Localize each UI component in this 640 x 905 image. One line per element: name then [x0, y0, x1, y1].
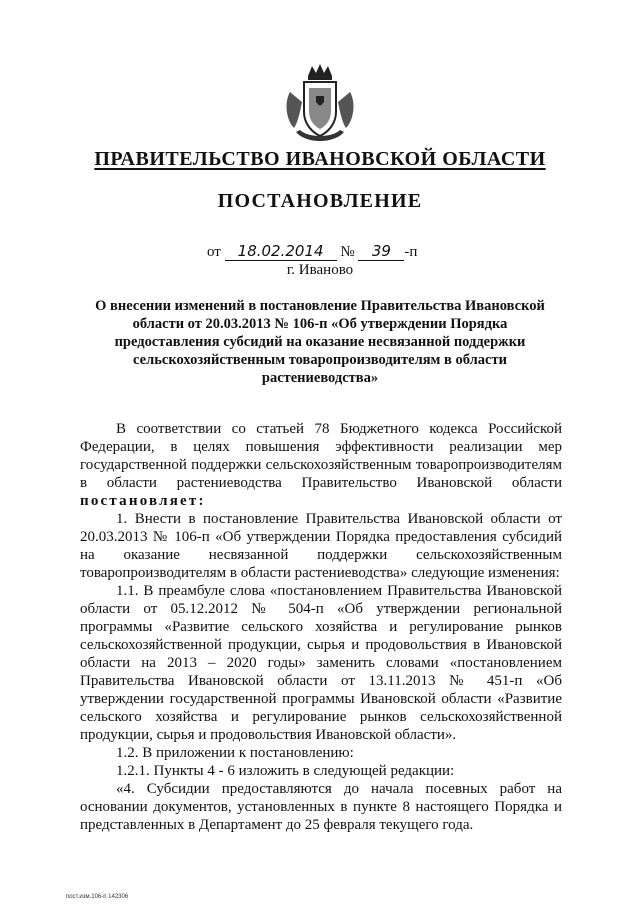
registration-line: [207, 242, 417, 261]
organization-title: [0, 148, 640, 171]
intro-text: В соответствии со статьей 78 Бюджетного кодекса Российской Федерации, в целях повышения эффективности реализации мер государственной поддержки сельскохозяйственным товаропроизводителям в области растениеводства Правительство Ивановской области: [80, 421, 562, 491]
number-label: №: [340, 244, 355, 260]
paragraph-1: 1. Внести в постановление Правительства Ивановской области от 20.03.2013 № 106-п «Об утверждении Порядка предоставления субсидий на оказание несвязанной поддержки сельскохозяйственным товаропроизводителям в области растениеводства» следующие изменения:: [80, 511, 562, 581]
from-label: от: [207, 244, 221, 260]
paragraph-1-2: 1.2. В приложении к постановлению:: [116, 745, 354, 761]
document-number: 39: [358, 242, 404, 261]
paragraph-1-1: 1.1. В преамбуле слова «постановлением Правительства Ивановской области от 05.12.2012 № 504-п «Об утверждении региональной программы «Развитие сельского хозяйства и регулирование рынков сельскохозяйственной продукции, сырья и продовольствия в Ивановской области на 2013 – 2020 годы» заменить словами «постановлением Правительства Ивановской области от 13.11.2013 № 451-п «Об утверждении государственной программы Ивановской области «Развитие сельского хозяйства и регулирование рынков сельскохозяйственной продукции, сырья и продовольствия Ивановской области».: [80, 583, 562, 743]
document-type: ПОСТАНОВЛЕНИЕ: [217, 190, 423, 212]
document-body: [80, 420, 562, 834]
document-heading: О внесении изменений в постановление Правительства Ивановской области от 20.03.2013 № 106-п «Об утверждении Порядка предоставления субсидий на оказание несвязанной поддержки сельскохозяйственным товаропроизводителям в области растениеводства»: [95, 298, 545, 386]
coat-of-arms-icon: [280, 62, 360, 148]
organization-title-text: ПРАВИТЕЛЬСТВО ИВАНОВСКОЙ ОБЛАСТИ: [94, 148, 546, 170]
file-label: пост.изм.106-п 142306: [66, 894, 129, 900]
paragraph-1-2-1: 1.2.1. Пункты 4 - 6 изложить в следующей редакции:: [116, 763, 455, 779]
number-suffix: -п: [404, 244, 418, 260]
document-date: 18.02.2014: [225, 242, 337, 261]
paragraph-4: «4. Субсидии предоставляются до начала посевных работ на основании документов, установленных в пункте 8 настоящего Порядка и представленных в Департамент до 25 февраля текущего года.: [80, 781, 562, 833]
decree-word: постановляет:: [80, 493, 206, 509]
intro-paragraph: [80, 420, 562, 510]
city: г. Иваново: [286, 262, 354, 278]
